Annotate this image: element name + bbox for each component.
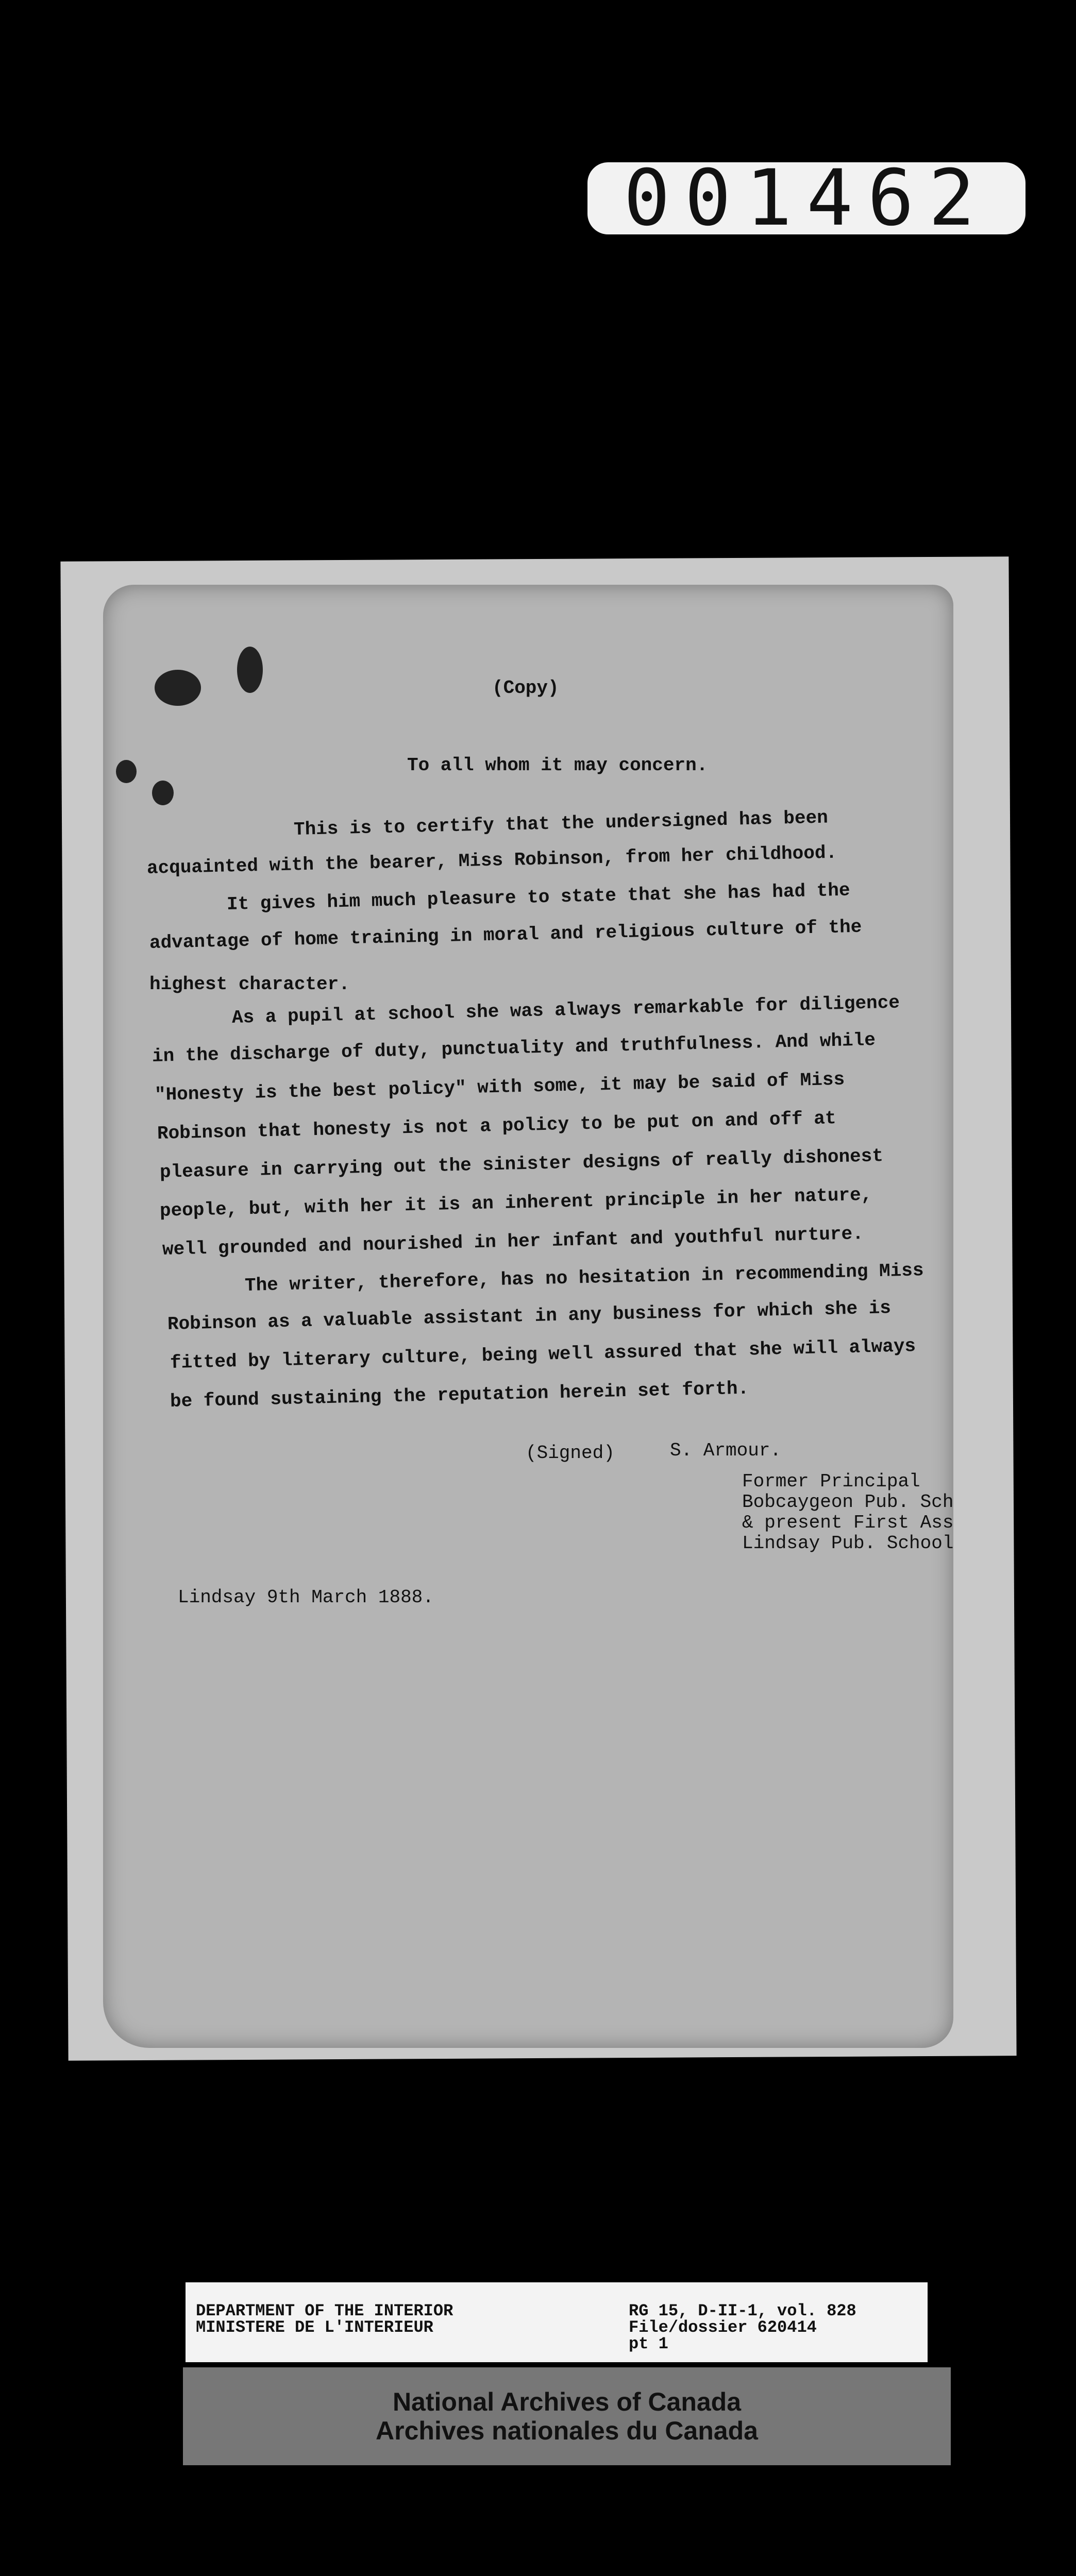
department-block — [196, 2303, 453, 2336]
reference-line: File/dossier 620414 — [629, 2318, 817, 2337]
body-line: in the discharge of duty, punctuality and truthfulness. And while — [152, 1029, 876, 1067]
signer-title: & present First Ass — [742, 1512, 954, 1533]
body-line: be found sustaining the reputation herein set forth. — [170, 1378, 749, 1412]
reference-line: pt 1 — [629, 2334, 668, 2353]
body-line: well grounded and nourished in her infant and youthful nurture. — [162, 1223, 864, 1260]
department-fr: MINISTERE DE L'INTERIEUR — [196, 2318, 433, 2337]
body-line: The writer, therefore, has no hesitation in recommending Miss — [244, 1260, 924, 1296]
signer-title: Lindsay Pub. School — [742, 1533, 954, 1554]
body-line: "Honesty is the best policy" with some, it may be said of Miss — [154, 1069, 845, 1106]
reference-line: RG 15, D-II-1, vol. 828 — [629, 2301, 856, 2320]
body-line: This is to certify that the undersigned has been — [293, 807, 829, 840]
body-line: fitted by literary culture, being well assured that she will always — [170, 1335, 916, 1374]
frame-number-text: 001462 — [624, 154, 989, 243]
body-line: It gives him much pleasure to state that she has had the — [226, 879, 850, 915]
archives-name-en: National Archives of Canada — [392, 2387, 742, 2416]
body-line: As a pupil at school she was always remarkable for diligence — [231, 992, 900, 1028]
body-line: acquainted with the bearer, Miss Robinson, from her childhood. — [146, 842, 837, 879]
copy-label: (Copy) — [492, 677, 559, 699]
body-line: pleasure in carrying out the sinister designs of really dishonest — [159, 1145, 884, 1183]
date-line: Lindsay 9th March 1888. — [178, 1587, 434, 1608]
department-en: DEPARTMENT OF THE INTERIOR — [196, 2301, 453, 2320]
signer-name: S. Armour. — [670, 1440, 782, 1461]
archive-reference-strip — [186, 2282, 928, 2362]
signed-label: (Signed) — [526, 1443, 615, 1464]
archives-banner — [183, 2367, 951, 2465]
signer-title: Bobcaygeon Pub. Sch — [742, 1492, 954, 1513]
body-line: highest character. — [149, 974, 350, 995]
body-line: advantage of home training in moral and religious culture of the — [149, 916, 862, 954]
archives-name-fr: Archives nationales du Canada — [376, 2416, 758, 2445]
signer-title: Former Principal — [742, 1471, 920, 1492]
salutation: To all whom it may concern. — [407, 755, 708, 776]
reference-block — [629, 2303, 856, 2352]
body-line: Robinson as a valuable assistant in any business for which she is — [167, 1297, 892, 1335]
body-line: people, but, with her it is an inherent principle in her nature, — [159, 1184, 872, 1222]
body-line: Robinson that honesty is not a policy to be put on and off at — [157, 1108, 836, 1144]
